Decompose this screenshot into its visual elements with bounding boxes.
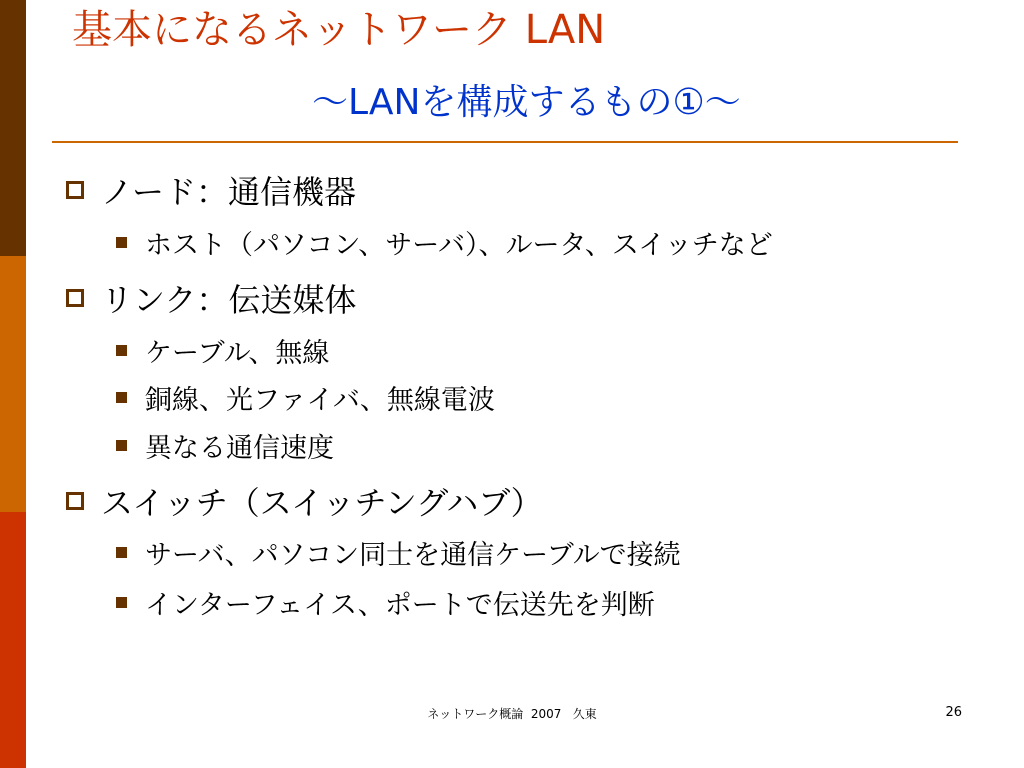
decorative-stripe-middle	[0, 256, 26, 512]
bullet-node	[66, 170, 356, 210]
hollow-square-bullet-icon	[66, 492, 84, 510]
sub-bullet-text: サーバ、パソコン同士を通信ケーブルで接続	[145, 539, 681, 571]
hollow-square-bullet-icon	[66, 289, 84, 307]
sub-bullet-link-speed	[116, 427, 334, 463]
sub-bullet-text: 異なる通信速度	[145, 432, 334, 464]
bullet-text: スイッチ（スイッチングハブ）	[101, 484, 543, 522]
slide-subtitle: ～LANを構成するもの①～	[312, 82, 741, 123]
filled-square-bullet-icon	[116, 392, 127, 403]
sub-bullet-text: ホスト（パソコン、サーバ）、ルータ、スイッチなど	[145, 229, 773, 261]
bullet-switch	[66, 481, 543, 521]
slide-title: 基本になるネットワーク LAN	[72, 7, 606, 53]
sub-bullet-link-cable	[116, 332, 329, 368]
sub-bullet-text: ケーブル、無線	[145, 337, 330, 369]
title-divider	[52, 141, 958, 143]
hollow-square-bullet-icon	[66, 181, 84, 199]
filled-square-bullet-icon	[116, 237, 127, 248]
bullet-link	[66, 278, 356, 318]
filled-square-bullet-icon	[116, 597, 127, 608]
sub-bullet-text: 銅線、光ファイバ、無線電波	[145, 384, 495, 416]
decorative-stripe-bottom	[0, 512, 26, 768]
decorative-stripe-top	[0, 0, 26, 256]
sub-bullet-switch-connect	[116, 534, 681, 570]
footer-course-info: ネットワーク概論 2007 久東	[427, 707, 597, 721]
filled-square-bullet-icon	[116, 345, 127, 356]
filled-square-bullet-icon	[116, 440, 127, 451]
sub-bullet-link-media	[116, 379, 495, 415]
bullet-text: ノード：通信機器	[101, 173, 357, 211]
sub-bullet-text: インターフェイス、ポートで伝送先を判断	[145, 589, 655, 621]
sub-bullet-switch-port	[116, 584, 655, 620]
filled-square-bullet-icon	[116, 547, 127, 558]
bullet-text: リンク：伝送媒体	[101, 281, 357, 319]
page-number: 26	[945, 705, 962, 720]
sub-bullet-node-examples	[116, 224, 773, 260]
